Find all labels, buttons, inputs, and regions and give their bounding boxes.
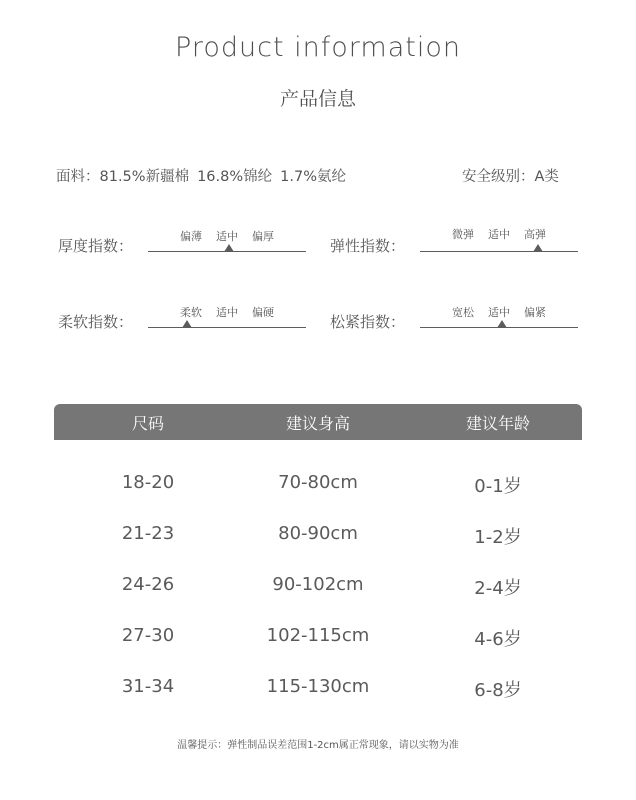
scale-line	[148, 327, 306, 328]
scale-option: 偏薄	[180, 230, 202, 243]
scale-marker-icon	[497, 320, 507, 328]
material-item: 1.7%氨纶	[280, 169, 346, 185]
age-cell: 4-6岁	[474, 629, 522, 650]
size-cell: 18-20	[121, 472, 175, 493]
height-cell: 70-80cm	[278, 472, 358, 493]
scale-option: 适中	[488, 306, 510, 319]
size-cell: 24-26	[121, 574, 175, 595]
index-label: 弹性指数：	[330, 237, 406, 255]
size-table-header	[54, 404, 582, 440]
height-cell: 80-90cm	[278, 523, 358, 544]
softness-index	[58, 308, 306, 332]
title-english: Product information	[175, 32, 461, 63]
column-header-age: 建议年龄	[465, 413, 530, 433]
scale-option: 偏紧	[524, 306, 546, 319]
scale-option: 适中	[216, 230, 238, 243]
table-row	[54, 574, 582, 604]
table-row	[54, 472, 582, 502]
table-row	[54, 523, 582, 553]
index-label: 松紧指数：	[330, 313, 406, 331]
scale-option: 柔软	[180, 306, 202, 319]
scale-option: 适中	[488, 228, 510, 241]
thickness-index	[58, 232, 306, 256]
scale-option: 宽松	[452, 306, 474, 319]
scale-marker-icon	[182, 320, 192, 328]
scale-option: 偏厚	[252, 230, 274, 243]
index-label: 厚度指数：	[58, 237, 134, 255]
size-cell: 27-30	[121, 625, 175, 646]
height-cell: 102-115cm	[266, 625, 370, 646]
index-scale	[148, 232, 306, 256]
scale-option: 高弹	[524, 228, 546, 241]
age-cell: 1-2岁	[474, 527, 522, 548]
height-cell: 115-130cm	[266, 676, 370, 697]
scale-option: 适中	[216, 306, 238, 319]
title-chinese: 产品信息	[279, 88, 356, 110]
index-scale	[148, 308, 306, 332]
age-cell: 2-4岁	[474, 578, 522, 599]
material-composition	[56, 165, 354, 186]
material-label: 面料：	[56, 169, 100, 185]
index-label: 柔软指数：	[58, 313, 134, 331]
height-cell: 90-102cm	[272, 574, 364, 595]
size-cell: 31-34	[121, 676, 175, 697]
table-row	[54, 676, 582, 706]
elasticity-index	[330, 228, 578, 256]
scale-option: 微弹	[452, 228, 474, 241]
size-cell: 21-23	[121, 523, 175, 544]
material-item: 81.5%新疆棉	[99, 169, 190, 185]
scale-line	[420, 251, 578, 252]
material-item: 16.8%锦纶	[197, 169, 273, 185]
scale-marker-icon	[533, 244, 543, 252]
scale-option: 偏硬	[252, 306, 274, 319]
age-cell: 6-8岁	[474, 680, 522, 701]
scale-marker-icon	[224, 244, 234, 252]
tightness-index	[330, 308, 578, 332]
table-row	[54, 625, 582, 655]
index-scale	[420, 228, 578, 256]
safety-level: 安全级别：A类	[462, 169, 559, 185]
column-header-height: 建议身高	[285, 413, 350, 433]
age-cell: 0-1岁	[474, 476, 522, 497]
index-scale	[420, 308, 578, 332]
column-header-size: 尺码	[131, 413, 164, 433]
footnote: 温馨提示：弹性制品误差范围1-2cm属正常现象，请以实物为准	[177, 740, 459, 751]
